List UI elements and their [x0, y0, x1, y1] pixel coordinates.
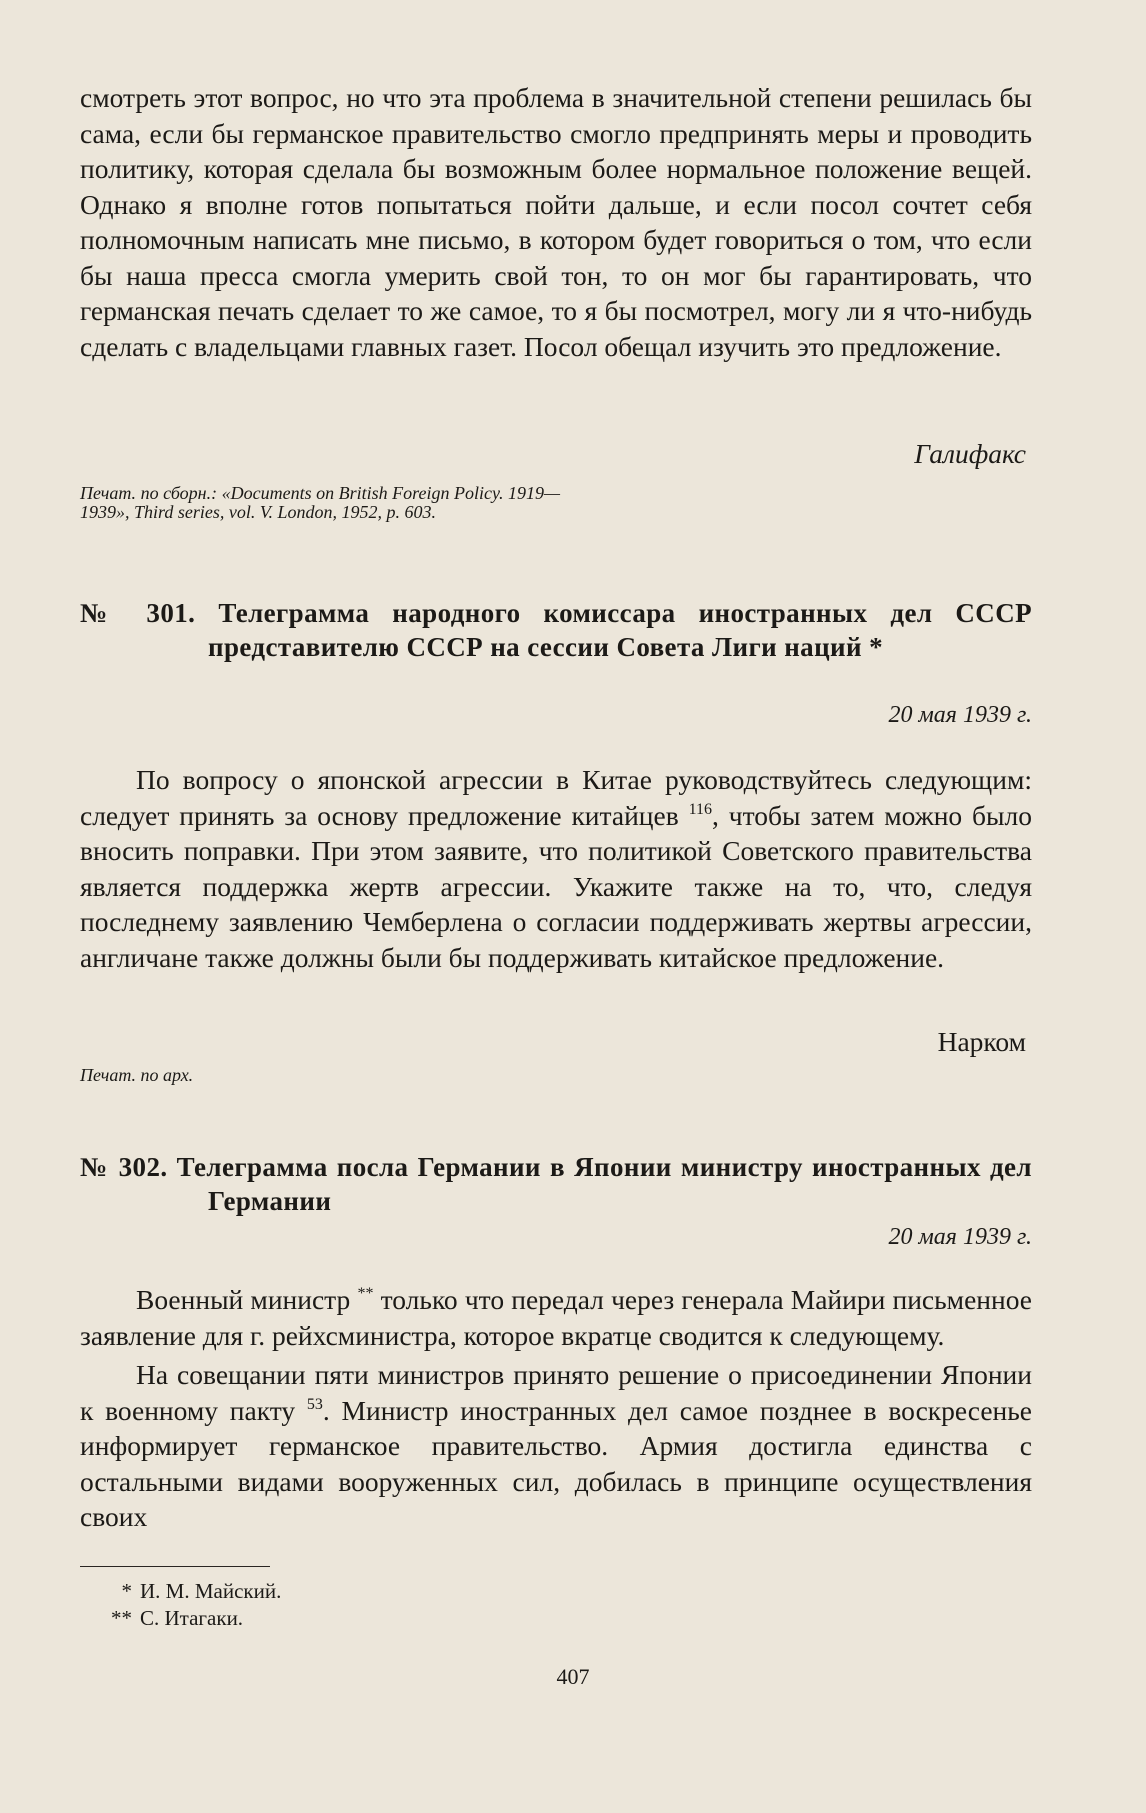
doc-301-signature: Нарком — [937, 1026, 1026, 1057]
doc-302-body — [80, 1282, 1032, 1535]
doc-302-paragraph-1: Военный министр ** только что передал через генерала Майири письменное заявление для г. рейхсминистра, которое вкратце сводится к следующему. — [80, 1284, 1033, 1351]
signature-halifax: Галифакс — [914, 438, 1026, 469]
footnote-2: ** С. Итагаки. — [111, 1606, 244, 1630]
doc-302-reference: 53 — [306, 1395, 323, 1413]
footnotes — [80, 1578, 1032, 1632]
doc-301-paragraph: По вопросу о японской агрессии в Китае руководствуйтесь следующим: следует принять за основу предложение китайцев $^{116}$, чтобы затем можно было вносить поправки. При этом заявите, что политикой Советского правительства является поддержка жертв агрессии. Укажите также на то, что, следуя последнему заявлению Чемберлена о согласии поддерживать жертвы агрессии, англичане также должны были бы поддерживать китайское предложение. — [80, 764, 1032, 973]
doc-301-body — [80, 762, 1032, 975]
doc-301-number: № 301. — [80, 598, 196, 628]
doc-301-signature-row — [80, 1024, 1032, 1060]
intro-section — [80, 80, 1032, 364]
doc-302-title: Телеграмма посла Германии в Японии министру иностранных дел Германии — [176, 1152, 1032, 1216]
intro-signature-row — [80, 436, 1032, 472]
page-number: 407 — [556, 1664, 590, 1689]
doc-302-date-row — [80, 1222, 1034, 1252]
doc-301-reference: 116 — [688, 800, 713, 818]
doc-302-number: № 302. — [80, 1152, 168, 1182]
doc-302-heading — [80, 1150, 1032, 1218]
doc-301-heading — [80, 596, 1032, 664]
doc-302-footnote-mark: ** — [357, 1285, 374, 1302]
footnote-divider — [80, 1566, 270, 1567]
doc-301-date: 20 мая 1939 г. — [888, 702, 1032, 728]
footnote-1: * И. М. Майский. — [121, 1579, 282, 1603]
doc-302-paragraph-2: На совещании пяти министров принято решение о присоединении Японии к военному пакту $^{53}$. Министр иностранных дел самое позднее в воскресенье информирует германское правительство. Армия достигла единства с остальными видами вооруженных сил, добилась в принципе осуществления своих — [80, 1359, 1033, 1532]
doc-302-date: 20 мая 1939 г. — [888, 1224, 1032, 1250]
doc-301-source-row — [80, 1066, 1032, 1085]
intro-source-block — [80, 484, 1032, 522]
doc-301-date-row — [80, 700, 1034, 730]
intro-paragraph: смотреть этот вопрос, но что эта проблема в значительной степени решилась бы сама, если бы германское правительство смогло предпринять меры и проводить политику, которая сделала бы возможным более нормальное положение вещей. Однако я вполне готов попытаться пойти дальше, и если посол сочтет себя полномочным написать мне письмо, в котором будет говориться о том, что если бы наша пресса смогла умерить свой тон, то он мог бы гарантировать, что германская печать сделает то же самое, то я бы посмотрел, могу ли я что-нибудь сделать с владельцами главных газет. Посол обещал изучить это предложение. — [80, 82, 1032, 362]
doc-301-source: Печат. по арх. — [80, 1065, 194, 1085]
doc-301-title: Телеграмма народного комиссара иностранных дел СССР представителю СССР на сессии Совета Лиги наций * — [208, 598, 1032, 662]
source-note: Печат. по сборн.: «Documents on British Foreign Policy. 1919—1939», Third series, vol. V. London, 1952, p. 603. — [80, 483, 560, 522]
